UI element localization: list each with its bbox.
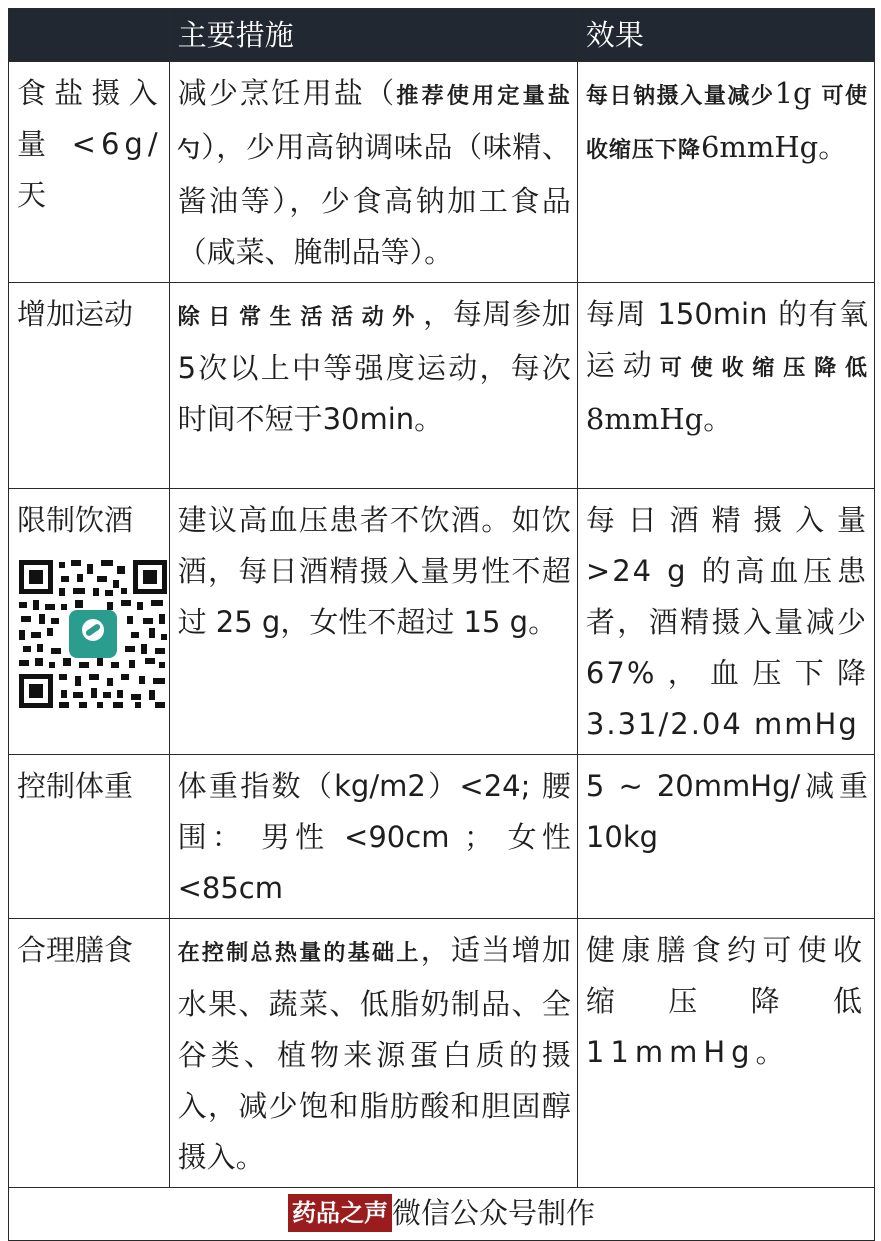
measure-alcohol: 建议高血压患者不饮酒。如饮酒，每日酒精摄入量男性不超过 25 g，女性不超过 15 g。	[169, 489, 577, 755]
footer-cell	[9, 1188, 875, 1241]
header-effect: 效果	[577, 9, 874, 62]
category-alcohol	[9, 489, 170, 755]
effect-salt-bold1: 每日钠摄入量减少	[585, 83, 775, 109]
measure-diet-post: ，适当增加水果、蔬菜、低脂奶制品、全谷类、植物来源蛋白质的摄入，减少饱和脂肪酸和胆固醇摄入。	[177, 933, 571, 1174]
table-row-exercise	[9, 283, 875, 489]
footer-text: 微信公众号制作	[391, 1196, 595, 1230]
measure-salt-pre: 减少烹饪用盐（	[177, 76, 397, 110]
table-row-alcohol	[9, 489, 875, 755]
table-row-salt	[9, 62, 875, 283]
measure-salt	[169, 62, 577, 283]
effect-salt	[577, 62, 874, 283]
measure-exercise-bold: 除日常生活活动外	[177, 304, 424, 330]
table-footer-row	[9, 1188, 875, 1241]
measure-diet-bold: 在控制总热量的基础上	[177, 940, 421, 966]
measure-exercise	[169, 283, 577, 489]
category-alcohol-label: 限制饮酒	[17, 503, 134, 537]
effect-exercise-num: 8mmHg。	[585, 402, 733, 436]
measure-salt-bold: 推荐使用定量盐勺	[177, 83, 571, 163]
effect-exercise	[577, 283, 874, 489]
effect-diet: 健康膳食约可使收缩压降低11mmHg。	[577, 919, 874, 1188]
category-exercise: 增加运动	[9, 283, 170, 489]
measure-weight: 体重指数（kg/m2）<24; 腰围： 男性 <90cm ； 女性<85cm	[169, 755, 577, 919]
effect-exercise-pre: 每周 150min 的有氧运动	[585, 297, 868, 382]
measure-salt-post: ），少用高钠调味品（味精、酱油等），少食高钠加工食品（咸菜、腌制品等）。	[177, 130, 571, 269]
category-salt: 食盐摄入量<6g/天	[9, 62, 170, 283]
effect-weight: 5 ~ 20mmHg/减重10kg	[577, 755, 874, 919]
effect-exercise-bold: 可使收缩压降低	[659, 355, 868, 381]
brand-logo: 药品之声	[288, 1194, 392, 1232]
hypertension-measures-table	[8, 8, 875, 1241]
table-row-diet	[9, 919, 875, 1188]
category-diet: 合理膳食	[9, 919, 170, 1188]
effect-alcohol: 每日酒精摄入量>24 g 的高血压患者，酒精摄入量减少 67%，血压下降3.31/2.04 mmHg	[577, 489, 874, 755]
effect-salt-bold2: 可使收缩压下降	[585, 83, 868, 163]
effect-salt-num1: 1g	[774, 76, 812, 110]
measure-exercise-post: ，每周参加5次以上中等强度运动，每次时间不短于30min。	[177, 297, 571, 436]
measures-table-page	[8, 8, 875, 1241]
effect-salt-num2: 6mmHg。	[700, 130, 848, 164]
category-weight: 控制体重	[9, 755, 170, 919]
measure-diet	[169, 919, 577, 1188]
table-header-row	[9, 9, 875, 62]
table-row-weight	[9, 755, 875, 919]
header-measures: 主要措施	[169, 9, 577, 62]
qr-code-image[interactable]	[17, 558, 169, 710]
header-blank-cell	[9, 9, 170, 62]
